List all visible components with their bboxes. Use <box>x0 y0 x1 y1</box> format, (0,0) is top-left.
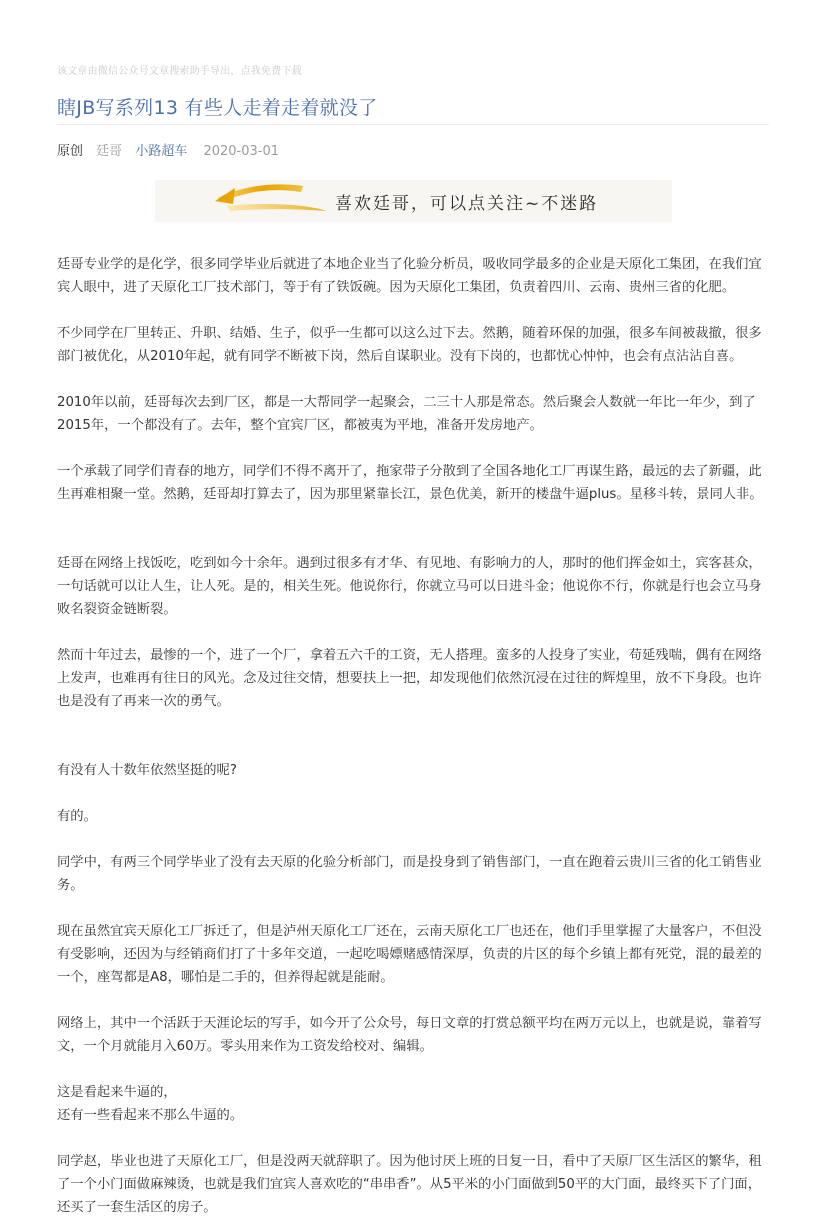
paragraph: 有的。 <box>57 809 97 824</box>
article-body <box>57 253 769 1219</box>
paragraph: 有没有人十数年依然坚挺的呢? <box>57 763 237 778</box>
paragraph: 这是看起来牛逼的， <box>57 1085 177 1100</box>
paragraph: 同学赵，毕业也进了天原化工厂，但是没两天就辞职了。因为他讨厌上班的日复一日，看中了天原厂区生活区的繁华，租了一个小门面做麻辣烫，也就是我们宜宾人喜欢吃的“串串香”。从5平米的小门面做到50平的大门面，最终买下了门面，还买了一套生活区的房子。 <box>57 1154 762 1215</box>
follow-banner-image <box>155 180 672 222</box>
export-notice-link[interactable]: 该文章由微信公众号文章搜索助手导出，点我免费下载 <box>57 66 302 77</box>
publish-date: 2020-03-01 <box>203 144 280 159</box>
paragraph: 然而十年过去，最惨的一个，进了一个厂，拿着五六千的工资，无人搭理。蛮多的人投身了实业，苟延残喘，偶有在网络上发声，也难再有往日的风光。念及过往交情，想要扶上一把，却发现他们依然沉浸在过往的辉煌里，放不下身段。也许也是没有了再来一次的勇气。 <box>57 648 762 709</box>
paragraph: 2010年以前，廷哥每次去到厂区，都是一大帮同学一起聚会，二三十人那是常态。然后聚会人数就一年比一年少，到了2015年，一个都没有了。去年，整个宜宾厂区，都被夷为平地，准备开发房地产。 <box>57 395 756 433</box>
author-name: 廷哥 <box>96 144 123 159</box>
paragraph: 廷哥在网络上找饭吃，吃到如今十余年。遇到过很多有才华、有见地、有影响力的人，那时的他们挥金如土，宾客甚众，一句话就可以让人生，让人死。是的，相关生死。他说你行，你就立马可以日进斗金；他说你不行，你就是行也会立马身败名裂资金链断裂。 <box>57 556 762 617</box>
original-tag: 原创 <box>57 144 84 159</box>
paragraph: 廷哥专业学的是化学，很多同学毕业后就进了本地企业当了化验分析员，吸收同学最多的企业是天原化工集团，在我们宜宾人眼中，进了天原化工厂技术部门，等于有了铁饭碗。因为天原化工集团，负责着四川、云南、贵州三省的化肥。 <box>57 257 762 295</box>
paragraph: 网络上，其中一个活跃于天涯论坛的写手，如今开了公众号，每日文章的打赏总额平均在两万元以上，也就是说，靠着写文，一个月就能月入60万。零头用来作为工资发给校对、编辑。 <box>57 1016 762 1054</box>
paragraph: 同学中，有两三个同学毕业了没有去天原的化验分析部门，而是投身到了销售部门，一直在跑着云贵川三省的化工销售业务。 <box>57 855 762 893</box>
title-divider <box>57 124 769 125</box>
article-title: 瞎JB写系列13 有些人走着走着就没了 <box>57 97 378 119</box>
paragraph: 现在虽然宜宾天原化工厂拆迁了，但是泸州天原化工厂还在，云南天原化工厂也还在，他们手里掌握了大量客户，不但没有受影响，还因为与经销商们打了十多年交道，一起吃喝嫖赌感情深厚，负责的片区的每个乡镇上都有死党，混的最差的一个，座驾都是A8，哪怕是二手的，但养得起就是能耐。 <box>57 924 762 985</box>
account-name-link[interactable]: 小路超车 <box>135 144 188 159</box>
article-meta <box>57 140 288 159</box>
banner-text: 喜欢廷哥，可以点关注~不迷路 <box>335 194 599 214</box>
paragraph: 还有一些看起来不那么牛逼的。 <box>57 1108 244 1123</box>
paragraph: 不少同学在厂里转正、升职、结婚、生子，似乎一生都可以这么过下去。然鹅，随着环保的加强，很多车间被裁撤，很多部门被优化，从2010年起，就有同学不断被下岗，然后自谋职业。没有下岗的，也都忧心忡忡，也会有点沾沾自喜。 <box>57 326 762 364</box>
paragraph: 一个承载了同学们青春的地方，同学们不得不离开了，拖家带子分散到了全国各地化工厂再谋生路，最远的去了新疆，此生再难相聚一堂。然鹅，廷哥却打算去了，因为那里紧靠长江，景色优美，新开的楼盘牛逼plus。星移斗转，景同人非。 <box>57 464 763 502</box>
